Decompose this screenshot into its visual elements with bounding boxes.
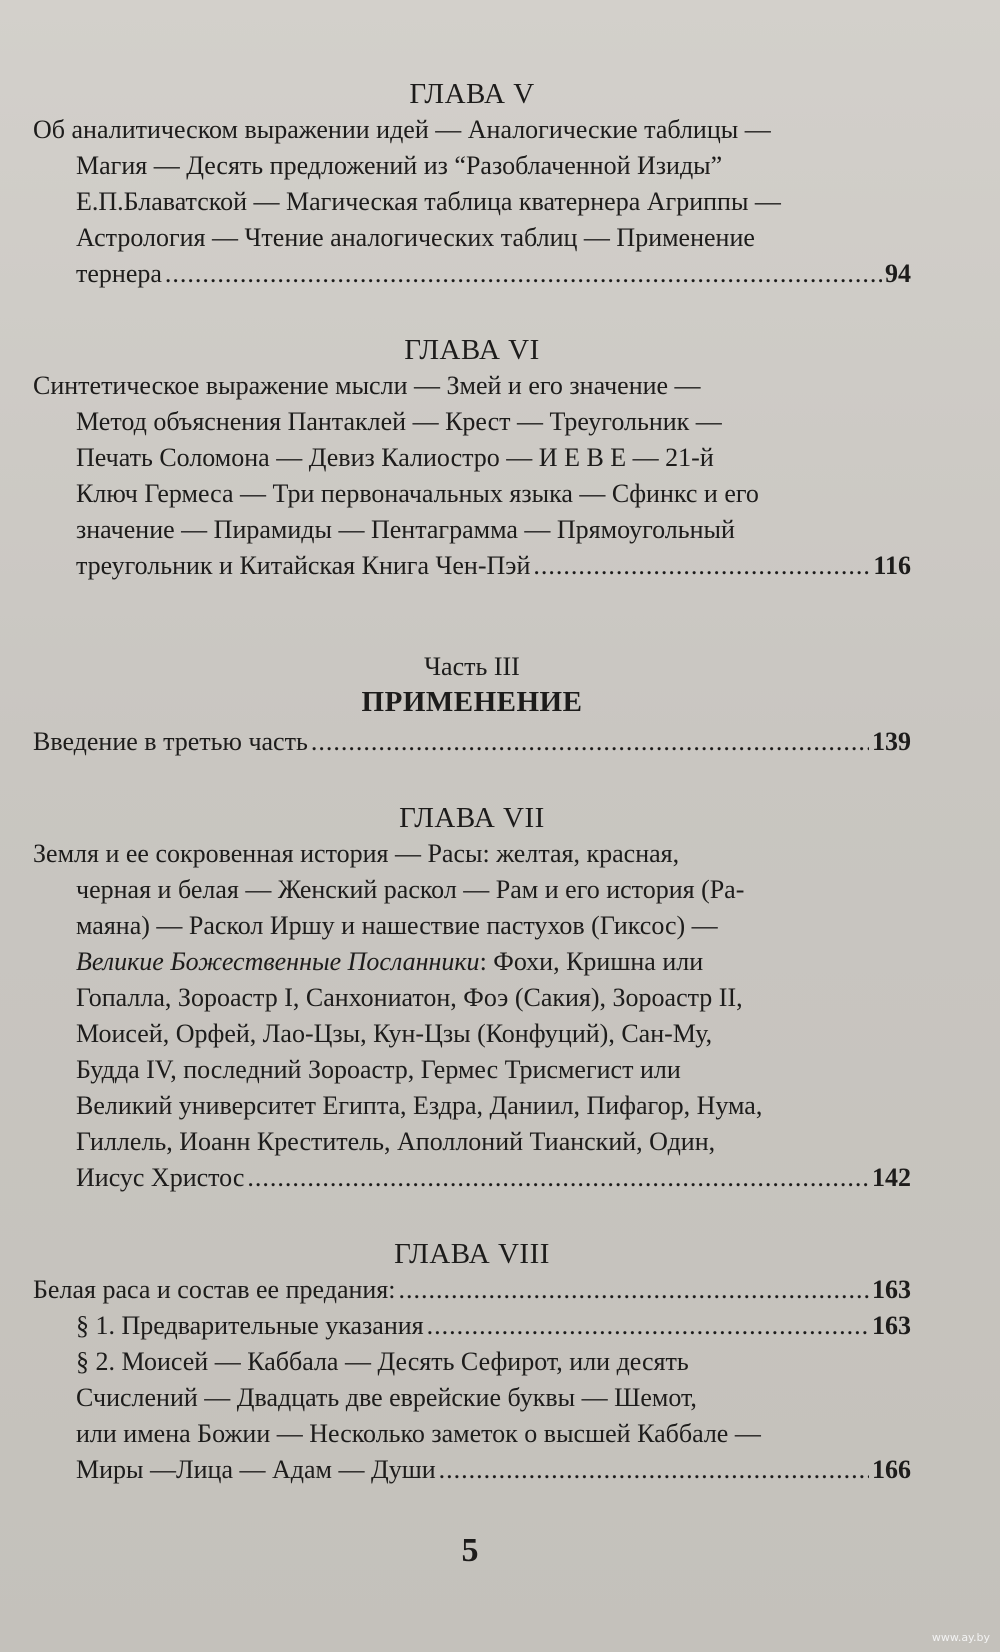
page-number: 163 xyxy=(872,1275,911,1304)
dot-leader xyxy=(247,1160,869,1196)
page-number: 166 xyxy=(872,1455,911,1484)
page-number: 139 xyxy=(872,727,911,756)
table-of-contents xyxy=(33,70,911,1488)
toc-line: Синтетическое выражение мысли — Змей и его значение — xyxy=(33,371,701,400)
toc-line: Иисус Христос xyxy=(76,1163,245,1192)
dot-leader xyxy=(427,1308,869,1344)
dot-leader xyxy=(399,1272,870,1308)
toc-line: Печать Соломона — Девиз Калиостро — И Е В Е — 21-й xyxy=(76,443,714,472)
toc-line: черная и белая — Женский раскол — Рам и его история (Ра- xyxy=(76,875,745,904)
toc-line: Ключ Гермеса — Три первоначальных языка — Сфинкс и его xyxy=(76,479,759,508)
toc-line-with-page xyxy=(33,1308,911,1344)
toc-entry-chapter8 xyxy=(33,1272,911,1488)
folio-page-number: 5 xyxy=(461,1532,479,1569)
part-label: Часть III xyxy=(424,652,520,681)
chapter-heading: ГЛАВА VI xyxy=(404,334,540,366)
toc-line: значение — Пирамиды — Пентаграмма — Прямоугольный xyxy=(76,515,735,544)
toc-line-with-page xyxy=(33,256,911,292)
toc-line xyxy=(33,944,911,980)
chapter-heading: ГЛАВА VII xyxy=(399,802,545,834)
dot-leader xyxy=(533,548,870,584)
toc-line: Е.П.Блаватской — Магическая таблица кватернера Агриппы — xyxy=(76,187,781,216)
italic-phrase: Великие Божественные Посланники xyxy=(76,947,480,976)
page-number: 163 xyxy=(872,1311,911,1340)
toc-line: Гопалла, Зороастр I, Санхониатон, Фоэ (Сакия), Зороастр II, xyxy=(76,983,743,1012)
page-number: 94 xyxy=(885,259,911,288)
page-number: 142 xyxy=(872,1163,911,1192)
toc-line: Земля и ее сокровенная история — Расы: желтая, красная, xyxy=(33,839,680,868)
chapter-heading: ГЛАВА V xyxy=(409,78,535,110)
toc-line: Введение в третью часть xyxy=(33,727,308,756)
dot-leader xyxy=(311,724,869,760)
toc-line-with-page xyxy=(33,548,911,584)
toc-line: Метод объяснения Пантаклей — Крест — Треугольник — xyxy=(76,407,722,436)
toc-entry-part3-intro xyxy=(33,724,911,760)
toc-line: или имена Божии — Несколько заметок о высшей Каббале — xyxy=(76,1419,761,1448)
toc-entry-chapter7 xyxy=(33,836,911,1196)
toc-line: Миры —Лица — Адам — Души xyxy=(76,1455,436,1484)
toc-line: Белая раса и состав ее предания: xyxy=(33,1275,396,1304)
toc-line-rest: : Фохи, Кришна или xyxy=(479,947,704,976)
dot-leader xyxy=(165,256,882,292)
chapter-heading: ГЛАВА VIII xyxy=(394,1238,550,1270)
dot-leader xyxy=(439,1452,869,1488)
toc-line: тернера xyxy=(76,259,162,288)
toc-line: маяна) — Раскол Иршу и нашествие пастухов (Гиксос) — xyxy=(76,911,718,940)
page-number: 116 xyxy=(873,551,911,580)
toc-entry-chapter5 xyxy=(33,112,911,292)
toc-line-with-page xyxy=(33,1452,911,1488)
toc-line: Счислений — Двадцать две еврейские буквы — Шемот, xyxy=(76,1383,697,1412)
toc-line: Великий университет Египта, Ездра, Даниил, Пифагор, Нума, xyxy=(76,1091,763,1120)
toc-entry-chapter6 xyxy=(33,368,911,584)
toc-line: Гиллель, Иоанн Креститель, Аполлоний Тианский, Один, xyxy=(76,1127,716,1156)
toc-line: Астрология — Чтение аналогических таблиц — Применение xyxy=(76,223,755,252)
toc-line-with-page xyxy=(33,1272,911,1308)
toc-line-with-page xyxy=(33,724,911,760)
toc-line: Об аналитическом выражении идей — Аналогические таблицы — xyxy=(33,115,771,144)
part-title: ПРИМЕНЕНИЕ xyxy=(361,686,583,718)
toc-line: треугольник и Китайская Книга Чен-Пэй xyxy=(76,551,531,580)
toc-line: Моисей, Орфей, Лао-Цзы, Кун-Цзы (Конфуций), Сан-Му, xyxy=(76,1019,713,1048)
toc-line: § 2. Моисей — Каббала — Десять Сефирот, или десять xyxy=(76,1347,689,1376)
toc-line: Будда IV, последний Зороастр, Гермес Трисмегист или xyxy=(76,1055,681,1084)
toc-line: § 1. Предварительные указания xyxy=(76,1311,424,1340)
watermark: www.ay.by xyxy=(931,1631,990,1644)
toc-line: Магия — Десять предложений из “Разоблаченной Изиды” xyxy=(76,151,723,180)
toc-line-with-page xyxy=(33,1160,911,1196)
